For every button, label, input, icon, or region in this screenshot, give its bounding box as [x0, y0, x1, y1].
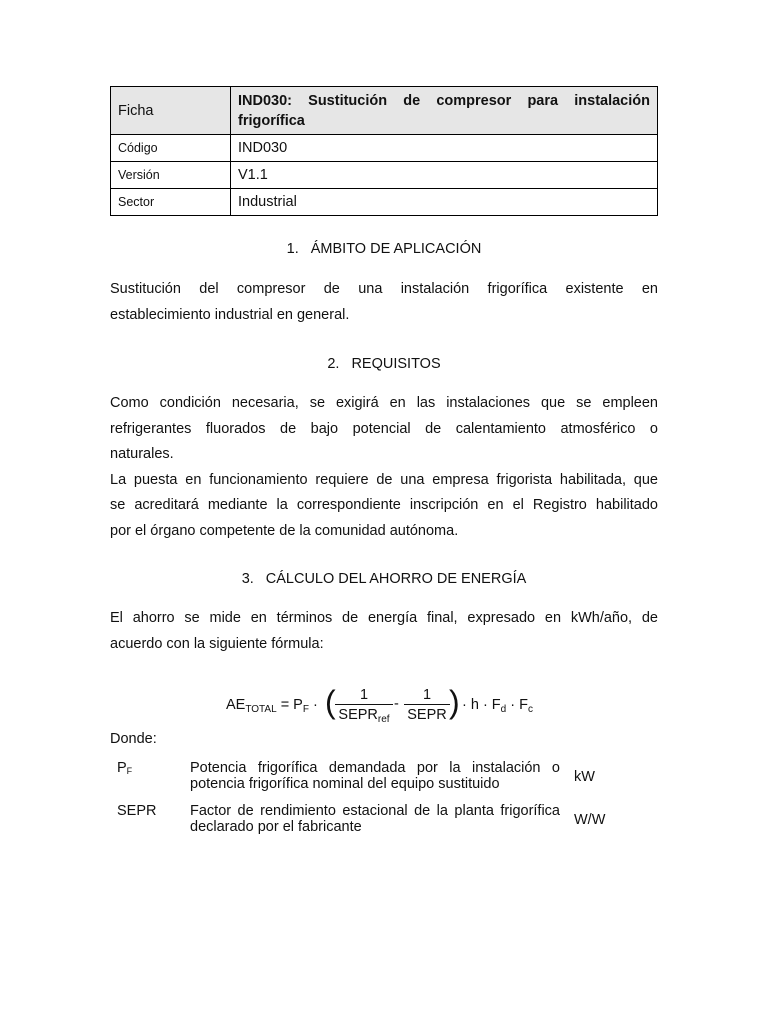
text-line: Como condición necesaria, se exigirá en las instalaciones que se empleen	[110, 395, 658, 411]
variable-symbol	[117, 760, 132, 776]
right-paren: )	[449, 684, 460, 720]
row-label: Sector	[111, 189, 231, 216]
calculo-paragraph	[110, 606, 658, 657]
formula-equals-p: = P	[280, 697, 303, 713]
ambito-paragraph	[110, 277, 658, 328]
formula-ae: AE	[226, 697, 246, 713]
formula-h-fd: · h · F	[462, 697, 501, 713]
formula-pf-sub: F	[302, 704, 309, 715]
denominator-text: SEPR	[338, 707, 378, 723]
variables-list	[110, 758, 630, 844]
fraction-denominator	[335, 705, 393, 725]
left-paren: (	[325, 684, 336, 720]
section-title: CÁLCULO DEL AHORRO DE ENERGÍA	[265, 571, 527, 587]
variable-symbol	[117, 803, 157, 819]
text-line: establecimiento industrial en general.	[110, 306, 350, 323]
row-label: Código	[111, 135, 231, 162]
fraction-numerator: 1	[359, 687, 369, 703]
fraction-sepr	[404, 686, 450, 725]
formula-fc-sub: c	[527, 704, 533, 715]
section-number: 2.	[327, 356, 340, 372]
section-number: 3.	[241, 571, 254, 587]
section-heading-ambito	[110, 241, 658, 257]
text-line: por el órgano competente de la comunidad autónoma.	[110, 522, 459, 539]
formula-fd-sub: d	[500, 704, 507, 715]
row-label: Versión	[111, 162, 231, 189]
row-value: IND030	[231, 135, 658, 162]
formula-ae-sub: TOTAL	[245, 704, 277, 715]
text-line: acuerdo con la siguiente fórmula:	[110, 635, 324, 652]
list-item	[110, 801, 630, 844]
requisitos-paragraph	[110, 391, 658, 544]
denominator-sub: ref	[377, 714, 390, 725]
text-line: naturales.	[110, 446, 174, 462]
text-line: El ahorro se mide en términos de energía final, expresado en kWh/año, de	[110, 610, 658, 626]
fraction-sepr-ref	[335, 686, 393, 725]
variable-description: Potencia frigorífica demandada por la instalación o potencia frigorífica nominal del equipo sustituido	[190, 760, 560, 792]
ficha-header-row	[111, 87, 658, 135]
list-item	[110, 758, 630, 801]
fraction-numerator: 1	[422, 687, 432, 703]
row-value: Industrial	[231, 189, 658, 216]
section-heading-requisitos	[110, 356, 658, 372]
ficha-title: IND030: Sustitución de compresor para instalación frigorífica	[231, 87, 658, 135]
section-number: 1.	[286, 241, 299, 257]
section-title: REQUISITOS	[351, 356, 441, 372]
savings-formula	[0, 680, 768, 730]
section-title: ÁMBITO DE APLICACIÓN	[310, 241, 482, 257]
formula-lhs	[226, 697, 318, 715]
table-row	[111, 135, 658, 162]
variable-description: Factor de rendimiento estacional de la planta frigorífica declarado por el fabricante	[190, 803, 560, 835]
fraction-denominator: SEPR	[407, 707, 447, 723]
ficha-label: Ficha	[111, 87, 231, 135]
table-row	[111, 189, 658, 216]
variable-unit: W/W	[574, 812, 606, 828]
text-line: La puesta en funcionamiento requiere de una empresa frigorista habilitada, que	[110, 471, 658, 488]
row-value: V1.1	[231, 162, 658, 189]
text-line: se acreditará mediante la correspondiente inscripción en el Registro habilitado	[110, 497, 658, 513]
symbol-sub: F	[126, 766, 133, 776]
text-line: Sustitución del compresor de una instalación frigorífica existente en	[110, 281, 658, 297]
ficha-table	[110, 86, 658, 216]
formula-minus: -	[394, 696, 399, 712]
formula-tail	[462, 697, 533, 715]
symbol-text: P	[117, 760, 127, 776]
donde-label: Donde:	[110, 731, 157, 747]
section-heading-calculo	[110, 571, 658, 587]
variable-unit: kW	[574, 769, 595, 785]
symbol-text: SEPR	[117, 803, 157, 819]
formula-fc: · F	[510, 697, 528, 713]
text-line: refrigerantes fluorados de bajo potencial de calentamiento atmosférico o	[110, 420, 658, 437]
table-row	[111, 162, 658, 189]
formula-dot: ·	[313, 697, 318, 713]
